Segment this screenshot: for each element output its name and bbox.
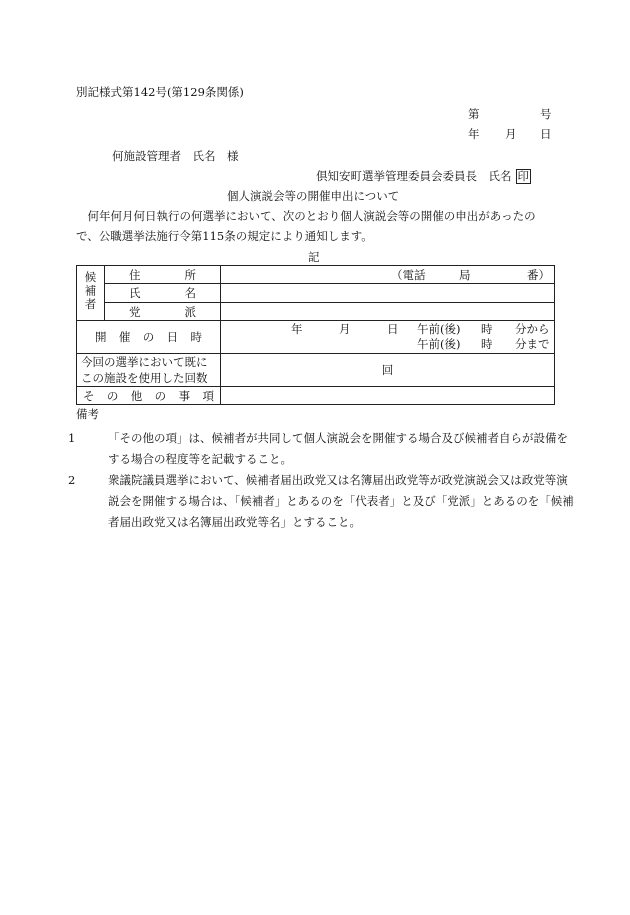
note-number-1: 1 (68, 431, 76, 445)
other-label-cell (77, 387, 221, 405)
name-label-1: 氏 (129, 286, 141, 300)
party-label-2: 派 (184, 304, 196, 319)
usage-label-cell (77, 354, 221, 387)
number-suffix: 号 (540, 107, 552, 121)
party-value-cell[interactable] (221, 303, 555, 321)
other-label-1: そ (83, 388, 95, 403)
name-row (77, 284, 555, 303)
date-month: 月 (505, 127, 517, 141)
datetime-row (77, 321, 555, 354)
date-year: 年 (468, 127, 480, 141)
address-value-cell[interactable] (221, 266, 555, 284)
form-reference: 別記様式第142号(第129条関係) (76, 85, 244, 99)
name-value-cell[interactable] (221, 284, 555, 303)
other-label-4: の (154, 388, 167, 403)
seal-mark: 印 (517, 169, 529, 183)
address-row (77, 266, 555, 284)
candidate-label: 候補者 (83, 270, 98, 312)
address-label-cell (105, 266, 221, 284)
date-day: 日 (540, 127, 552, 141)
phone-station: 局 (459, 267, 471, 282)
dt-year: 年 (291, 322, 303, 336)
from-ampm: 午前(後) (417, 322, 461, 336)
party-row (77, 303, 555, 321)
note-item-1 (68, 428, 576, 470)
note-text-2: 衆議院議員選挙において、候補者届出政党又は名簿届出政党等が政党演説会又は政党等演説会を開催する場合は、「候補者」とあるのを「代表者」と及び「党派」とあるのを「候補者届出政党又は名簿届出政党等名」とすること。 (108, 473, 574, 529)
other-label-3: 他 (130, 388, 143, 403)
other-value-cell[interactable] (221, 387, 555, 405)
addressee: 何施設管理者 氏名 様 (112, 149, 239, 163)
datetime-label-5: 時 (190, 330, 202, 344)
usage-label-1: 今回の選挙において既に (81, 355, 208, 369)
from-minute: 分から (515, 322, 550, 336)
address-label-1: 住 (129, 267, 141, 282)
sender (316, 168, 531, 184)
datetime-label-2: 催 (118, 330, 131, 344)
body-text: 何年何月何日執行の何選挙において、次のとおり個人演説会等の開催の申出があったので、公職選挙法施行令第115条の規定により通知します。 (76, 209, 536, 243)
other-label-5: 事 (178, 388, 191, 403)
sender-title: 倶知安町選挙管理委員会委員長 氏名 (316, 169, 512, 183)
datetime-value-cell[interactable] (221, 321, 555, 354)
from-hour: 時 (481, 322, 493, 336)
datetime-label-4: 日 (166, 330, 179, 344)
usage-label-2: この施設を使用した回数 (81, 371, 208, 385)
document-title: 個人演説会等の開催申出について (227, 189, 400, 203)
name-label-cell (105, 284, 221, 303)
note-number-2: 2 (68, 473, 76, 487)
usage-row (77, 354, 555, 387)
note-item-2 (68, 470, 576, 533)
number-prefix: 第 (468, 107, 480, 121)
party-label-1: 党 (129, 304, 141, 319)
to-minute: 分まで (515, 337, 550, 351)
address-label-2: 所 (184, 267, 196, 282)
phone-field (225, 267, 550, 283)
usage-unit: 回 (381, 363, 394, 377)
candidate-label-cell (77, 266, 105, 321)
datetime-label-3: の (142, 330, 155, 344)
notes-heading: 備考 (76, 407, 99, 421)
dt-day: 日 (387, 322, 399, 336)
other-label-6: 項 (202, 388, 214, 403)
dt-month: 月 (339, 322, 351, 336)
party-label-cell (105, 303, 221, 321)
phone-number: 番） (527, 267, 550, 282)
other-label-2: の (106, 388, 119, 403)
other-row (77, 387, 555, 405)
notification-table (76, 265, 555, 405)
usage-value-cell[interactable] (221, 354, 555, 387)
datetime-label-cell (77, 321, 221, 354)
to-ampm: 午前(後) (417, 337, 461, 351)
phone-open: （電話 (391, 267, 426, 282)
name-label-2: 名 (184, 286, 196, 300)
datetime-label-1: 開 (95, 330, 107, 344)
ki-label: 記 (308, 250, 320, 264)
to-hour: 時 (481, 337, 493, 351)
note-text-1: 「その他の項」は、候補者が共同して個人演説会を開催する場合及び候補者自らが設備をする場合の程度等を記載すること。 (108, 431, 568, 466)
